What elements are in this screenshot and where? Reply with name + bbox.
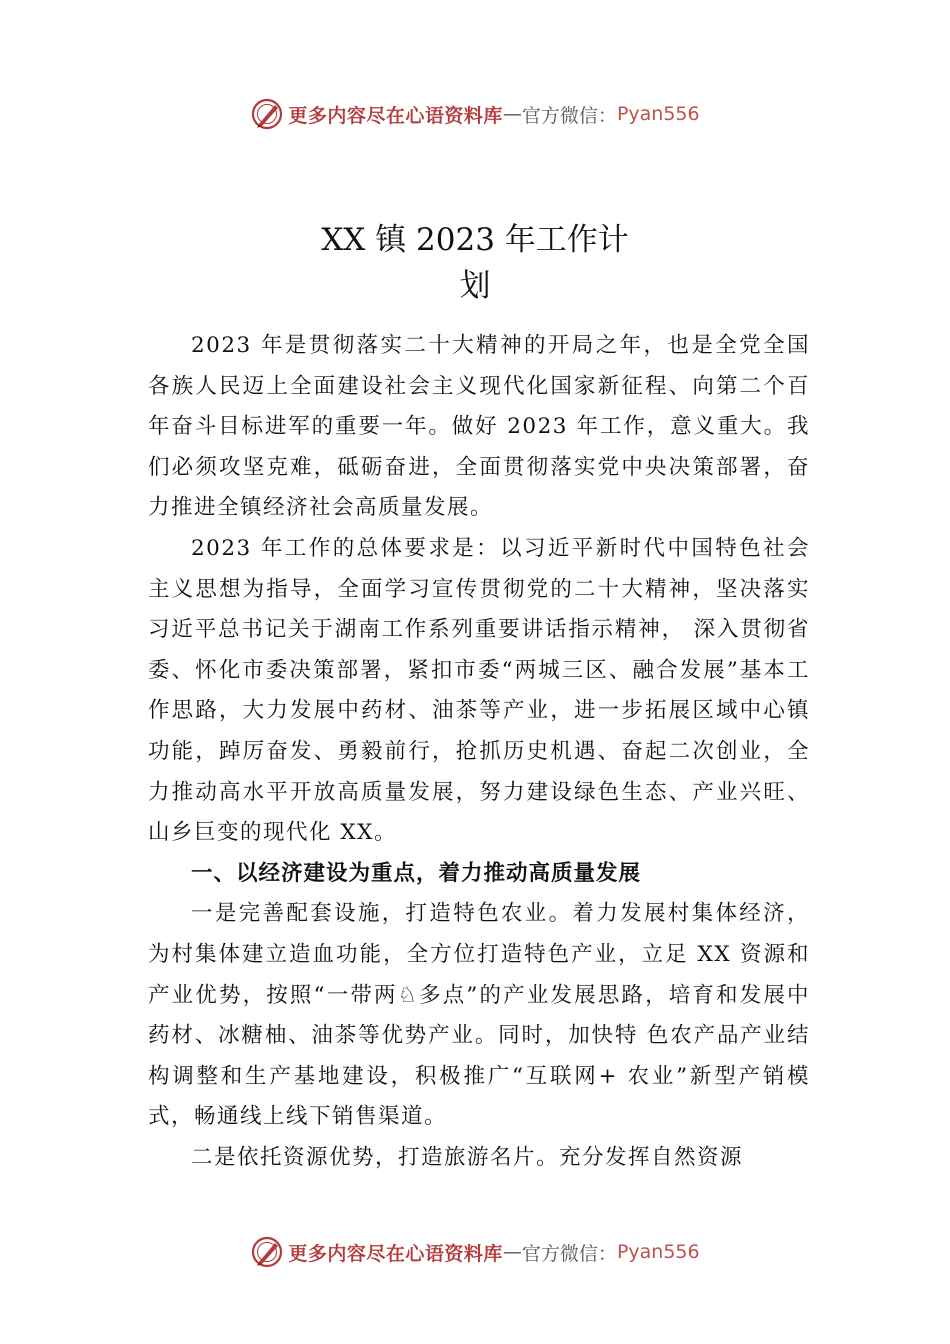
document-body bbox=[148, 326, 810, 1178]
watermark-dash: — bbox=[502, 103, 522, 125]
paragraph-requirements: 2023 年工作的总体要求是：以习近平新时代中国特色社会主义思想为指导，全面学习宣传贯彻党的二十大精神，坚决落实习近平总书记关于湖南工作系列重要讲话指示精神， 深入贯彻省委、怀化市委决策部署，紧扣市委“两城三区、融合发展”基本工作思路，大力发展中药材、油茶等产业，进一步拓展区域中心镇功能，踔厉奋发、勇毅前行，抢抓历史机遇、奋起二次创业，全力推动高水平开放高质量发展，努力建设绿色生态、产业兴旺、山乡巨变的现代化 XX。 bbox=[148, 535, 810, 846]
footer-watermark bbox=[0, 1230, 950, 1274]
section-heading-1: 一、以经济建设为重点，着力推动高质量发展 bbox=[191, 860, 642, 886]
paragraph-tourism: 二是依托资源优势，打造旅游名片。充分发挥自然资源 bbox=[191, 1144, 744, 1170]
watermark-wechat-label: 官方微信： bbox=[521, 104, 617, 127]
paragraph-intro: 2023 年是贯彻落实二十大精神的开局之年，也是全党全国各族人民迈上全面建设社会主义现代化国家新征程、向第二个百年奋斗目标进军的重要一年。做好 2023 年工作，意义重大。我们必须攻坚克难，砥砺奋进，全面贯彻落实党中央决策部署，奋力推进全镇经济社会高质量发展。 bbox=[148, 333, 810, 521]
watermark-wechat-label: 官方微信： bbox=[521, 1242, 617, 1265]
pen-logo-icon bbox=[250, 97, 284, 131]
watermark-wechat-id: Pyan556 bbox=[616, 1241, 700, 1263]
paragraph-agriculture: 一是完善配套设施，打造特色农业。着力发展村集体经济，为村集体建立造血功能，全方位打造特色产业，立足 XX 资源和产业优势，按照“一带两♘多点”的产业发展思路，培育和发展中药材、冰糖柚、油茶等优势产业。同时，加快特 色农产品产业结构调整和生产基地建设，积极推广“互联网+ 农业”新型产销模式，畅通线上线下销售渠道。 bbox=[148, 901, 810, 1130]
pen-logo-icon bbox=[250, 1235, 284, 1269]
watermark-main-text: 更多内容尽在心语资料库 bbox=[288, 104, 503, 127]
watermark-main-text: 更多内容尽在心语资料库 bbox=[288, 1242, 503, 1265]
watermark-wechat-id: Pyan556 bbox=[616, 103, 700, 125]
header-watermark bbox=[0, 92, 950, 136]
title-line-1: XX 镇 2023 年工作计 bbox=[321, 221, 629, 258]
watermark-dash: — bbox=[502, 1241, 522, 1263]
title-line-2: 划 bbox=[459, 267, 491, 304]
document-title bbox=[0, 217, 950, 309]
